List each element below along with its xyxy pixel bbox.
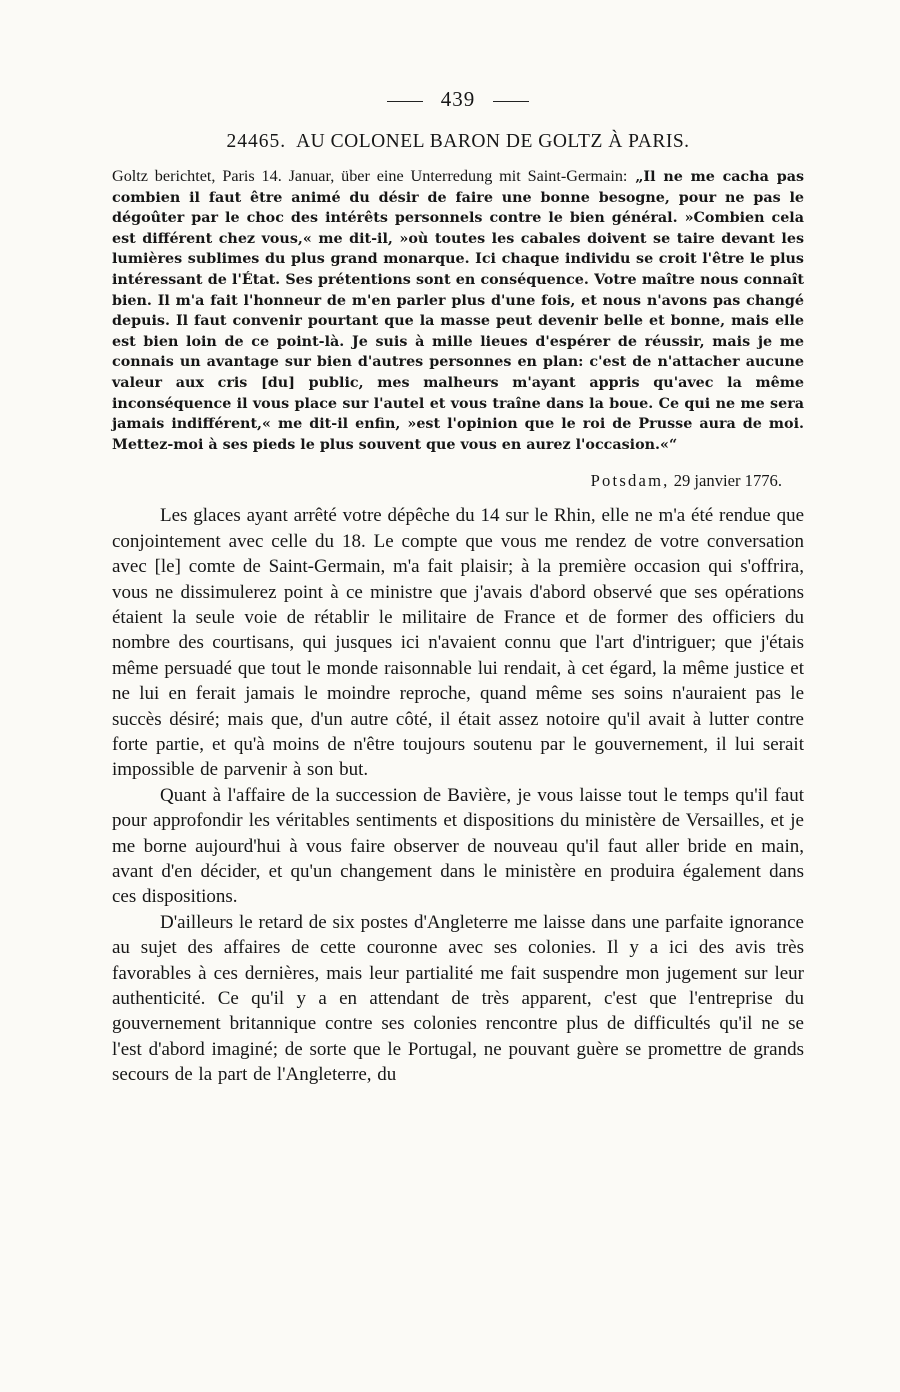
- page-number-dash-right: [493, 101, 529, 102]
- letter-heading: [112, 128, 804, 156]
- document-page: [112, 84, 804, 1088]
- dateline-date: 29 janvier 1776.: [673, 471, 782, 491]
- page-number-text: 439: [440, 87, 476, 111]
- paragraph: Quant à l'affaire de la succession de Bavière, je vous laisse tout le temps qu'il faut pour approfondir les véritables sentiments et dispositions du ministère de Versailles, et je me borne aujourd'hui à vous faire observer de nouveau qu'il faut aller bride en main, avant d'en décider, et qu'un changement dans le ministère en produira également dans ces dispositions.: [112, 784, 804, 908]
- letter-body: [112, 503, 804, 1087]
- paragraph: D'ailleurs le retard de six postes d'Angleterre me laisse dans une parfaite ignorance au sujet des affaires de cette couronne avec ses colonies. Il y a ici des avis très favorables à ces dernières, mais leur partialité me fait suspendre mon jugement sur leur authenticité. Ce qu'il y a en attendant de très apparent, c'est que l'entreprise du gouvernement britannique contre ses colonies rencontre plus de difficultés qu'il ne se l'est d'abord imaginé; de sorte que le Portugal, ne pouvant guère se promettre de grands secours de la part de l'Angleterre, du: [112, 911, 804, 1086]
- summary-text: „Il ne me cacha pas combien il faut être animé du désir de faire une bonne besogne, pour ne pas le dégoûter par le choc des intérêts personnels contre le bien général. »Combien cela est différent chez vous,« me dit-il, »où toutes les cabales doivent se taire devant les lumières sublimes du plus grand monarque. Ici chaque individu se croit l'être le plus intéressant de l'État. Ses prétentions sont en conséquence. Votre maître nous connaît bien. Il m'a fait l'honneur de m'en parler plus d'une fois, et nous n'avons pas changé depuis. Il faut convenir pourtant que la masse peut devenir belle et bonne, mais elle est bien loin de ce point-là. Je suis à mille lieues d'espérer de réussir, mais je me connais un avantage sur bien d'autres personnes en plan: c'est de n'attacher aucune valeur aux cris [du] public, mes malheurs m'ayant appris qu'avec la même inconséquence il vous place sur l'autel et vous traîne dans la boue. Ce qui ne me sera jamais indifférent,« me dit-il enfin, »est l'opinion que le roi de Prusse aura de moi. Mettez-moi à ses pieds le plus souvent que vous en aurez l'occasion.«“: [112, 169, 805, 453]
- page-number: [112, 84, 804, 114]
- letter-number: 24465.: [226, 131, 287, 152]
- page-number-dash-left: [387, 101, 423, 102]
- paragraph: Les glaces ayant arrêté votre dépêche du 14 sur le Rhin, elle ne m'a été rendue que conjointement avec celle du 18. Le compte que vous me rendez de votre conversation avec [le] comte de Saint-Germain, m'a fait plaisir; à la première occasion qui s'offrira, vous ne dissimulerez point à ce ministre que j'avais d'abord observé que ses opérations étaient la seule voie de rétablir le militaire de France et de former des officiers du nombre des courtisans, qui jusques ici n'avaient connu que l'art d'intriguer; que j'étais même persuadé que tout le monde raisonnable lui rendait, à cet égard, la même justice et ne lui en ferait jamais le moindre reproche, quand même ses soins n'auraient pas le succès désiré; mais que, d'un autre côté, il était assez notoire qu'il avait à lutter contre forte partie, et qu'à moins de n'être toujours soutenu par le gouvernement, il lui serait impossible de parvenir à son but.: [112, 505, 804, 781]
- dateline: [112, 469, 804, 493]
- dateline-place: Potsdam,: [590, 471, 670, 491]
- summary-lead: Goltz berichtet, Paris 14. Januar, über eine Unterredung mit Saint-Germain:: [112, 167, 628, 185]
- summary-note: [112, 166, 804, 455]
- letter-title: AU COLONEL BARON DE GOLTZ À PARIS.: [296, 131, 690, 152]
